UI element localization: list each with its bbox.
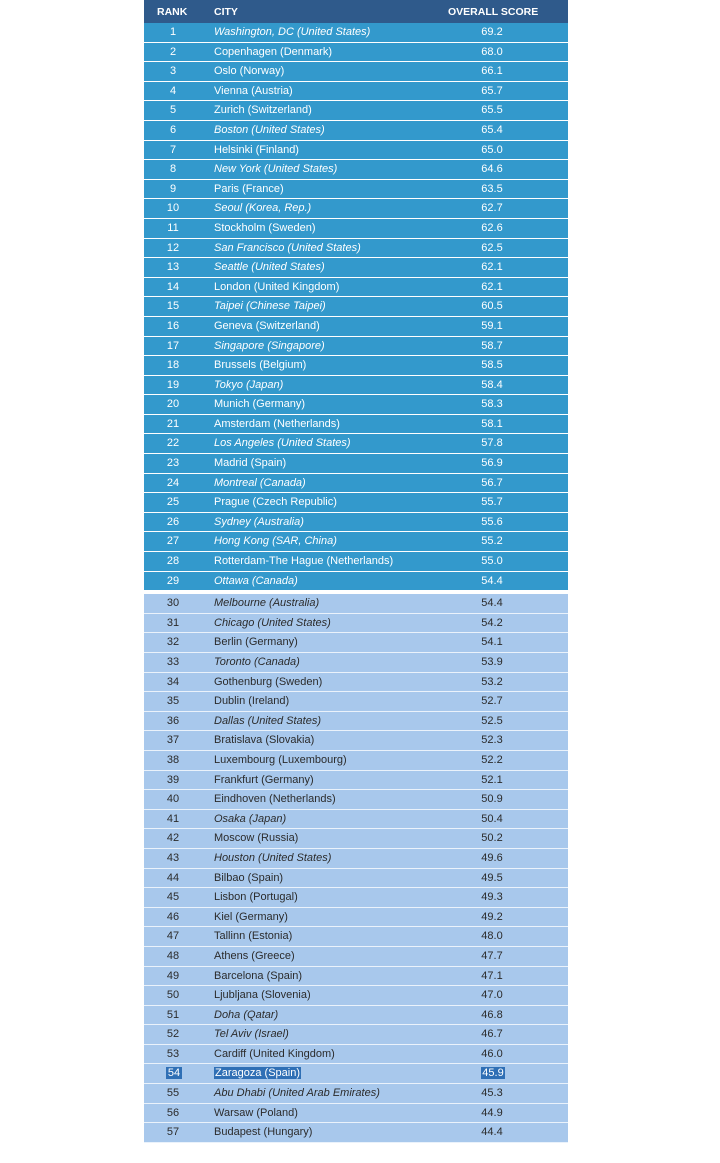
city-cell: Sydney (Australia): [214, 515, 304, 528]
score-cell: 68.0: [481, 45, 503, 58]
score-cell: 45.9: [482, 1067, 504, 1080]
rank-cell: 22: [166, 437, 180, 450]
table-row: [144, 474, 568, 494]
score-cell: 52.7: [481, 695, 503, 708]
table-row: [144, 1123, 568, 1143]
score-cell: 49.3: [481, 891, 503, 904]
city-cell: Los Angeles (United States): [214, 437, 351, 450]
rank-cell: 11: [167, 221, 179, 234]
city-cell: Singapore (Singapore): [214, 339, 325, 352]
table-body: [144, 23, 568, 1143]
rank-cell: 1: [169, 26, 177, 38]
city-cell: New York (United States): [214, 163, 338, 176]
score-cell: 46.7: [481, 1028, 503, 1041]
table-row: [144, 751, 568, 771]
score-cell: 62.6: [481, 221, 503, 234]
table-row: [144, 278, 568, 298]
table-row: [144, 415, 568, 435]
rank-cell: 9: [169, 182, 177, 195]
city-cell: Barcelona (Spain): [214, 969, 303, 982]
city-cell: Seattle (United States): [214, 261, 325, 274]
table-row: [144, 692, 568, 712]
rank-cell: 8: [169, 163, 177, 176]
table-header: [144, 0, 568, 23]
table-row: [144, 790, 568, 810]
table-row: [144, 121, 568, 141]
city-cell: Ottawa (Canada): [214, 574, 298, 587]
rank-cell: 50: [166, 989, 180, 1002]
rank-cell: 27: [166, 535, 180, 548]
city-cell: Doha (Qatar): [214, 1008, 279, 1021]
city-cell: Abu Dhabi (United Arab Emirates): [214, 1087, 380, 1100]
table-row: [144, 258, 568, 278]
ranking-table: [144, 0, 568, 1143]
rank-cell: 55: [166, 1087, 180, 1100]
score-cell: 49.5: [481, 871, 503, 884]
score-cell: 69.2: [481, 26, 503, 38]
table-row: [144, 356, 568, 376]
score-cell: 47.0: [481, 989, 503, 1002]
score-cell: 58.4: [481, 378, 503, 391]
table-row: [144, 986, 568, 1006]
city-cell: Zurich (Switzerland): [214, 104, 312, 117]
table-row: [144, 1104, 568, 1124]
city-cell: Helsinki (Finland): [214, 143, 299, 156]
rank-cell: 28: [166, 555, 180, 568]
city-cell: Bilbao (Spain): [214, 871, 284, 884]
rank-cell: 2: [169, 45, 177, 58]
score-cell: 53.9: [481, 656, 503, 668]
score-cell: 54.1: [481, 636, 503, 649]
table-row: [144, 633, 568, 653]
score-cell: 44.4: [481, 1126, 503, 1139]
city-cell: Copenhagen (Denmark): [214, 45, 333, 58]
rank-cell: 10: [166, 202, 180, 215]
rank-cell: 24: [166, 476, 180, 489]
score-cell: 45.3: [481, 1087, 503, 1100]
score-cell: 44.9: [481, 1106, 503, 1119]
score-cell: 65.5: [481, 104, 503, 117]
rank-cell: 41: [166, 812, 180, 825]
rank-cell: 51: [166, 1008, 180, 1021]
city-cell: San Francisco (United States): [214, 241, 361, 254]
table-row: [144, 927, 568, 947]
rank-cell: 34: [166, 675, 180, 688]
score-cell: 50.4: [481, 812, 503, 825]
city-cell: Dublin (Ireland): [214, 695, 290, 708]
score-cell: 56.9: [481, 457, 503, 470]
city-cell: Toronto (Canada): [214, 656, 300, 668]
score-cell: 62.1: [481, 280, 503, 293]
table-row: [144, 829, 568, 849]
table-row: [144, 317, 568, 337]
rank-cell: 18: [166, 359, 180, 372]
table-row: [144, 376, 568, 396]
rank-cell: 44: [166, 871, 180, 884]
rank-cell: 3: [169, 65, 177, 78]
table-row: [144, 337, 568, 357]
city-cell: Montreal (Canada): [214, 476, 306, 489]
score-cell: 54.4: [481, 574, 503, 587]
rank-cell: 25: [166, 496, 180, 509]
header-rank: RANK: [157, 6, 188, 18]
rank-cell: 49: [166, 969, 180, 982]
rank-cell: 43: [166, 851, 180, 864]
city-cell: Chicago (United States): [214, 616, 331, 629]
table-row: [144, 180, 568, 200]
table-row: [144, 43, 568, 63]
city-cell: Munich (Germany): [214, 398, 306, 411]
table-row: [144, 82, 568, 102]
table-row: [144, 395, 568, 415]
table-row: [144, 141, 568, 161]
score-cell: 54.4: [481, 597, 503, 610]
rank-cell: 39: [166, 773, 180, 786]
table-row: [144, 869, 568, 889]
table-row: [144, 908, 568, 928]
city-cell: Amsterdam (Netherlands): [214, 417, 340, 430]
table-row: [144, 434, 568, 454]
table-row: [144, 731, 568, 751]
city-cell: Kiel (Germany): [214, 910, 288, 923]
rank-cell: 4: [169, 84, 177, 97]
table-row: [144, 552, 568, 572]
table-row: [144, 712, 568, 732]
score-cell: 59.1: [481, 319, 503, 332]
score-cell: 49.6: [481, 851, 503, 864]
city-cell: Madrid (Spain): [214, 457, 287, 470]
rank-cell: 7: [169, 143, 177, 156]
city-cell: Bratislava (Slovakia): [214, 734, 315, 747]
rank-cell: 14: [166, 280, 180, 293]
score-cell: 55.0: [481, 555, 503, 568]
city-cell: Luxembourg (Luxembourg): [214, 753, 347, 766]
score-cell: 65.0: [481, 143, 503, 156]
score-cell: 46.8: [481, 1008, 503, 1021]
rank-cell: 32: [166, 636, 180, 649]
city-cell: Geneva (Switzerland): [214, 319, 320, 332]
rank-cell: 6: [169, 123, 177, 136]
city-cell: Warsaw (Poland): [214, 1106, 298, 1119]
header-city: CITY: [214, 6, 238, 18]
city-cell: London (United Kingdom): [214, 280, 340, 293]
score-cell: 62.7: [481, 202, 503, 215]
table-row: [144, 947, 568, 967]
city-cell: Oslo (Norway): [214, 65, 285, 78]
score-cell: 53.2: [481, 675, 503, 688]
rank-cell: 19: [166, 378, 180, 391]
score-cell: 55.6: [481, 515, 503, 528]
table-row: [144, 572, 568, 592]
table-row: [144, 1006, 568, 1026]
rank-cell: 42: [166, 832, 180, 845]
rank-cell: 23: [166, 457, 180, 470]
city-cell: Zaragoza (Spain): [215, 1067, 300, 1080]
score-cell: 50.9: [481, 793, 503, 806]
table-row: [144, 614, 568, 634]
score-cell: 52.1: [481, 773, 503, 786]
city-cell: Stockholm (Sweden): [214, 221, 316, 234]
rank-cell: 47: [166, 930, 180, 943]
table-row: [144, 1084, 568, 1104]
rank-cell: 57: [166, 1126, 180, 1139]
score-cell: 60.5: [481, 300, 503, 313]
rank-cell: 13: [166, 261, 180, 274]
score-cell: 63.5: [481, 182, 503, 195]
city-cell: Berlin (Germany): [214, 636, 298, 649]
rank-cell: 21: [166, 417, 180, 430]
city-cell: Eindhoven (Netherlands): [214, 793, 336, 806]
score-cell: 54.2: [481, 616, 503, 629]
city-cell: Boston (United States): [214, 123, 325, 136]
rank-cell: 46: [166, 910, 180, 923]
rank-cell: 37: [166, 734, 180, 747]
city-cell: Taipei (Chinese Taipei): [214, 300, 326, 313]
score-cell: 52.3: [481, 734, 503, 747]
rank-cell: 35: [166, 695, 180, 708]
city-cell: Melbourne (Australia): [214, 597, 320, 610]
city-cell: Lisbon (Portugal): [214, 891, 298, 904]
header-score: OVERALL SCORE: [448, 6, 539, 18]
rank-cell: 48: [166, 949, 180, 962]
score-cell: 52.2: [481, 753, 503, 766]
table-row: [144, 810, 568, 830]
city-cell: Budapest (Hungary): [214, 1126, 313, 1139]
rank-cell: 40: [166, 793, 180, 806]
table-row: [144, 23, 568, 43]
city-cell: Washington, DC (United States): [214, 26, 371, 38]
table-row: [144, 239, 568, 259]
table-row: [144, 454, 568, 474]
table-row: [144, 849, 568, 869]
table-row: [144, 1045, 568, 1065]
table-row: [144, 297, 568, 317]
table-row: [144, 160, 568, 180]
score-cell: 47.1: [481, 969, 503, 982]
city-cell: Seoul (Korea, Rep.): [214, 202, 312, 215]
score-cell: 56.7: [481, 476, 503, 489]
city-cell: Gothenburg (Sweden): [214, 675, 323, 688]
table-row: [144, 101, 568, 121]
score-cell: 66.1: [481, 65, 503, 78]
rank-cell: 38: [166, 753, 180, 766]
score-cell: 58.1: [481, 417, 503, 430]
score-cell: 57.8: [481, 437, 503, 450]
table-row: [144, 967, 568, 987]
rank-cell: 5: [169, 104, 177, 117]
table-row: [144, 513, 568, 533]
city-cell: Cardiff (United Kingdom): [214, 1047, 335, 1060]
score-cell: 62.1: [481, 261, 503, 274]
table-row: [144, 532, 568, 552]
table-row: [144, 219, 568, 239]
rank-cell: 45: [166, 891, 180, 904]
table-row: [144, 888, 568, 908]
city-cell: Ljubljana (Slovenia): [214, 989, 311, 1002]
rank-cell: 56: [166, 1106, 180, 1119]
table-row: [144, 199, 568, 219]
score-cell: 55.2: [481, 535, 503, 548]
city-cell: Tallinn (Estonia): [214, 930, 293, 943]
score-cell: 58.3: [481, 398, 503, 411]
city-cell: Tel Aviv (Israel): [214, 1028, 289, 1041]
city-cell: Frankfurt (Germany): [214, 773, 314, 786]
city-cell: Houston (United States): [214, 851, 332, 864]
city-cell: Vienna (Austria): [214, 84, 293, 97]
table-row: [144, 771, 568, 791]
city-cell: Osaka (Japan): [214, 812, 287, 825]
rank-cell: 26: [166, 515, 180, 528]
score-cell: 48.0: [481, 930, 503, 943]
score-cell: 58.7: [481, 339, 503, 352]
score-cell: 58.5: [481, 359, 503, 372]
rank-cell: 17: [166, 339, 180, 352]
rank-cell: 31: [166, 616, 180, 629]
rank-cell: 53: [166, 1047, 180, 1060]
score-cell: 64.6: [481, 163, 503, 176]
city-cell: Tokyo (Japan): [214, 378, 284, 391]
score-cell: 47.7: [481, 949, 503, 962]
table-row: [144, 673, 568, 693]
rank-cell: 54: [167, 1067, 181, 1080]
rank-cell: 12: [166, 241, 180, 254]
rank-cell: 33: [166, 656, 180, 668]
rank-cell: 30: [166, 597, 180, 610]
score-cell: 52.5: [481, 714, 503, 727]
rank-cell: 16: [166, 319, 180, 332]
score-cell: 65.4: [481, 123, 503, 136]
rank-cell: 29: [166, 574, 180, 587]
city-cell: Athens (Greece): [214, 949, 295, 962]
score-cell: 65.7: [481, 84, 503, 97]
table-row: [144, 594, 568, 614]
score-cell: 49.2: [481, 910, 503, 923]
city-cell: Hong Kong (SAR, China): [214, 535, 337, 548]
city-cell: Rotterdam-The Hague (Netherlands): [214, 555, 394, 568]
score-cell: 46.0: [481, 1047, 503, 1060]
rank-cell: 15: [166, 300, 180, 313]
table-row: [144, 1064, 568, 1084]
table-row: [144, 1025, 568, 1045]
city-cell: Moscow (Russia): [214, 832, 299, 845]
rank-cell: 52: [166, 1028, 180, 1041]
table-row: [144, 62, 568, 82]
score-cell: 55.7: [481, 496, 503, 509]
rank-cell: 20: [166, 398, 180, 411]
score-cell: 50.2: [481, 832, 503, 845]
rank-cell: 36: [166, 714, 180, 727]
table-row: [144, 493, 568, 513]
city-cell: Brussels (Belgium): [214, 359, 307, 372]
city-cell: Dallas (United States): [214, 714, 321, 727]
city-cell: Paris (France): [214, 182, 284, 195]
score-cell: 62.5: [481, 241, 503, 254]
city-cell: Prague (Czech Republic): [214, 496, 337, 509]
table-row: [144, 653, 568, 673]
